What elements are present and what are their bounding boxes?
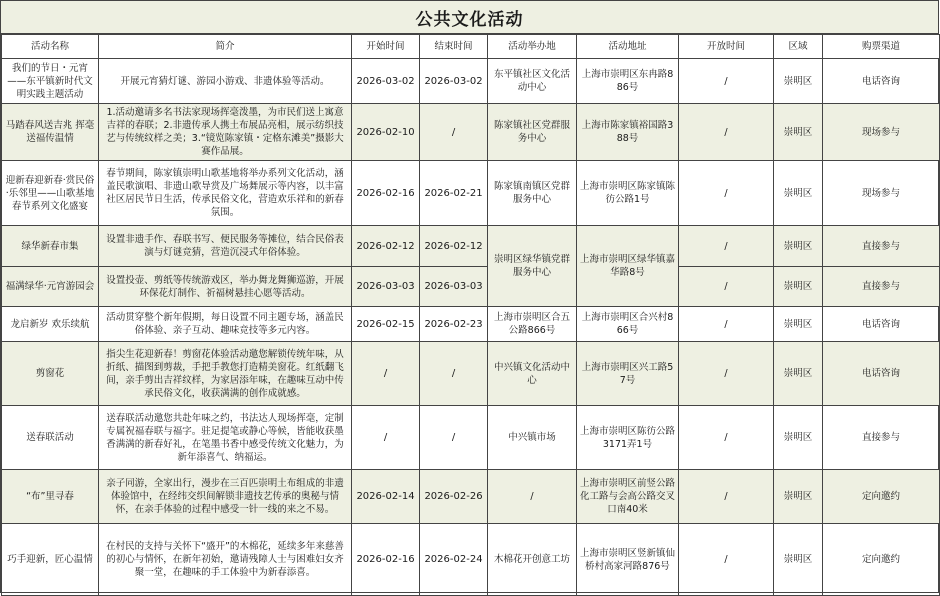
cell-address[interactable]: 上海市崇明区陈彷公路3171弄1号 bbox=[577, 406, 679, 470]
cell-district[interactable]: 崇明区 bbox=[774, 226, 823, 267]
cell-address[interactable]: 上海市崇明区前竖公路化工路与会高公路交叉口南40米 bbox=[577, 470, 679, 524]
table-row bbox=[2, 104, 940, 161]
cell-open[interactable]: / bbox=[679, 161, 774, 226]
cell-start[interactable]: 2026-03-02 bbox=[352, 59, 420, 104]
table-row bbox=[2, 226, 940, 267]
cell-start[interactable]: 2026-02-16 bbox=[352, 524, 420, 596]
cell-district[interactable]: 崇明区 bbox=[774, 267, 823, 307]
cell-intro[interactable]: 活动贯穿整个新年假期，每日设置不同主题专场，涵盖民俗体验、亲子互动、趣味竞技等多元内容。 bbox=[99, 307, 352, 342]
page-title: 公共文化活动 bbox=[415, 9, 524, 30]
header-row bbox=[2, 35, 940, 59]
cell-start[interactable]: 2026-02-10 bbox=[352, 104, 420, 161]
cell-name[interactable]: 剪窗花 bbox=[2, 342, 99, 406]
cell-address-merged[interactable]: 上海市崇明区绿华镇嘉华路8号 bbox=[577, 226, 679, 307]
cell-open[interactable]: / bbox=[679, 524, 774, 596]
cell-open[interactable]: / bbox=[679, 226, 774, 267]
cell-district[interactable]: 崇明区 bbox=[774, 59, 823, 104]
cell-intro[interactable]: 亲子同游，全家出行，漫步在三百匹崇明土布组成的非遗体验馆中，在经纬交织间解锁非遗技艺传承的奥秘与情怀，在亲手体验的过程中感受一针一线的来之不易。 bbox=[99, 470, 352, 524]
cell-open[interactable]: / bbox=[679, 267, 774, 307]
cell-venue[interactable]: 陈家镇社区党群服务中心 bbox=[488, 104, 577, 161]
table-row bbox=[2, 406, 940, 470]
cell-intro[interactable]: 春节期间，陈家镇崇明山歌基地将举办系列文化活动，涵盖民歌演唱、非遗山歌导赏及广场舞展示等内容，以丰富社区居民节日生活，传承民俗文化，营造欢乐祥和的新春氛围。 bbox=[99, 161, 352, 226]
table-row bbox=[2, 342, 940, 406]
title-bar bbox=[1, 1, 938, 34]
cell-district[interactable]: 崇明区 bbox=[774, 104, 823, 161]
cell-district[interactable]: 崇明区 bbox=[774, 406, 823, 470]
cell-address[interactable]: 上海市崇明区陈家镇陈彷公路1号 bbox=[577, 161, 679, 226]
col-header-start: 开始时间 bbox=[352, 35, 420, 59]
cell-name[interactable]: 送春联活动 bbox=[2, 406, 99, 470]
cell-district[interactable]: 崇明区 bbox=[774, 161, 823, 226]
cell-name[interactable]: “布”里寻春 bbox=[2, 470, 99, 524]
cell-name[interactable]: 巧手迎新，匠心温情 bbox=[2, 524, 99, 596]
cell-name[interactable]: 我们的节日・元宵——东平镇新时代文明实践主题活动 bbox=[2, 59, 99, 104]
cell-district[interactable]: 崇明区 bbox=[774, 524, 823, 596]
cell-start[interactable]: 2026-02-16 bbox=[352, 161, 420, 226]
cell-open[interactable]: / bbox=[679, 470, 774, 524]
cell-open[interactable]: / bbox=[679, 104, 774, 161]
col-header-intro: 简介 bbox=[99, 35, 352, 59]
cell-start[interactable]: 2026-02-15 bbox=[352, 307, 420, 342]
table-row bbox=[2, 307, 940, 342]
col-header-district: 区域 bbox=[774, 35, 823, 59]
activities-table bbox=[1, 34, 940, 596]
cell-venue[interactable]: 东平镇社区文化活动中心 bbox=[488, 59, 577, 104]
cell-ticket[interactable]: 现场参与 bbox=[823, 161, 940, 226]
cell-ticket[interactable]: 定向邀约 bbox=[823, 470, 940, 524]
cell-address[interactable]: 上海市崇明区兴工路57号 bbox=[577, 342, 679, 406]
table-row bbox=[2, 524, 940, 596]
cell-open[interactable]: / bbox=[679, 307, 774, 342]
cell-end[interactable]: 2026-02-21 bbox=[420, 161, 488, 226]
cell-name[interactable]: 马踏春风送吉兆 挥毫送福传温情 bbox=[2, 104, 99, 161]
cell-venue[interactable]: 陈家镇南镇区党群服务中心 bbox=[488, 161, 577, 226]
table-row bbox=[2, 470, 940, 524]
col-header-name: 活动名称 bbox=[2, 35, 99, 59]
cell-intro[interactable]: 设置投壶、剪纸等传统游戏区，举办舞龙舞狮巡游，开展环保花灯制作、祈福树悬挂心愿等活动。 bbox=[99, 267, 352, 307]
cell-end[interactable]: 2026-02-24 bbox=[420, 524, 488, 596]
cell-intro[interactable]: 开展元宵猜灯谜、游园小游戏、非遗体验等活动。 bbox=[99, 59, 352, 104]
cell-intro[interactable]: 送春联活动邀您共赴年味之约，书法达人现场挥毫，定制专属祝福春联与福字。驻足提笔或静心等候，皆能收获墨香满满的新春好礼，在笔墨书香中感受传统文化魅力，为新年添喜气、纳福运。 bbox=[99, 406, 352, 470]
cell-ticket[interactable]: 直接参与 bbox=[823, 267, 940, 307]
col-header-ticket: 购票渠道 bbox=[823, 35, 940, 59]
cell-ticket[interactable]: 直接参与 bbox=[823, 406, 940, 470]
cell-name[interactable]: 福满绿华·元宵游园会 bbox=[2, 267, 99, 307]
cell-ticket[interactable]: 现场参与 bbox=[823, 104, 940, 161]
cell-end[interactable]: 2026-02-12 bbox=[420, 226, 488, 267]
cell-address[interactable]: 上海市崇明区竖新镇仙桥村高家河路876号 bbox=[577, 524, 679, 596]
col-header-open: 开放时间 bbox=[679, 35, 774, 59]
cell-district[interactable]: 崇明区 bbox=[774, 342, 823, 406]
cell-ticket[interactable]: 电话咨询 bbox=[823, 307, 940, 342]
cell-end[interactable]: 2026-03-02 bbox=[420, 59, 488, 104]
table-row bbox=[2, 161, 940, 226]
cell-address[interactable]: 上海市陈家镇裕国路388号 bbox=[577, 104, 679, 161]
cell-venue[interactable]: 木棉花开创意工坊 bbox=[488, 524, 577, 596]
cell-open[interactable]: / bbox=[679, 59, 774, 104]
cell-ticket[interactable]: 定向邀约 bbox=[823, 524, 940, 596]
cell-end[interactable]: / bbox=[420, 406, 488, 470]
cell-venue[interactable]: / bbox=[488, 470, 577, 524]
cell-intro[interactable]: 1.活动邀请多名书法家现场挥毫泼墨，为市民们送上寓意吉祥的春联；2.非遗传承人携土布展品亮相，展示纺织技艺与传统纹样之美；3.“镜览陈家镇・定格东滩美”摄影大赛作品展。 bbox=[99, 104, 352, 161]
col-header-address: 活动地址 bbox=[577, 35, 679, 59]
cell-start[interactable]: 2026-02-14 bbox=[352, 470, 420, 524]
cell-district[interactable]: 崇明区 bbox=[774, 307, 823, 342]
col-header-venue: 活动举办地 bbox=[488, 35, 577, 59]
cell-end[interactable]: 2026-03-03 bbox=[420, 267, 488, 307]
cell-name[interactable]: 迎新春迎新春·赏民俗·乐邻里——山歌基地春节系列文化盛宴 bbox=[2, 161, 99, 226]
cell-ticket[interactable]: 直接参与 bbox=[823, 226, 940, 267]
table-row bbox=[2, 59, 940, 104]
cell-intro[interactable]: 指尖生花迎新春！剪窗花体验活动邀您解锁传统年味，从折纸、描图到剪裁，手把手教您打造精美窗花。红纸翻飞间，亲手剪出吉祥纹样，为家居添年味，在趣味互动中传承民俗文化，收获满满的创作成就感。 bbox=[99, 342, 352, 406]
cell-end[interactable]: / bbox=[420, 342, 488, 406]
cell-venue-merged[interactable]: 崇明区绿华镇党群服务中心 bbox=[488, 226, 577, 307]
col-header-end: 结束时间 bbox=[420, 35, 488, 59]
cell-start[interactable]: 2026-03-03 bbox=[352, 267, 420, 307]
cell-end[interactable]: 2026-02-23 bbox=[420, 307, 488, 342]
cell-venue[interactable]: 中兴镇文化活动中心 bbox=[488, 342, 577, 406]
cell-end[interactable]: / bbox=[420, 104, 488, 161]
cell-address[interactable]: 上海市崇明区合兴村866号 bbox=[577, 307, 679, 342]
cell-start[interactable]: 2026-02-12 bbox=[352, 226, 420, 267]
cell-open[interactable]: / bbox=[679, 342, 774, 406]
cell-intro[interactable]: 在村民的支持与关怀下“盛开”的木棉花，延续多年来慈善的初心与情怀，在新年初始，邀请残障人士与困难妇女齐聚一堂，在趣味的手工体验中为新春添喜。 bbox=[99, 524, 352, 596]
cell-venue[interactable]: 中兴镇市场 bbox=[488, 406, 577, 470]
cell-district[interactable]: 崇明区 bbox=[774, 470, 823, 524]
cell-start[interactable]: / bbox=[352, 406, 420, 470]
cell-open[interactable]: / bbox=[679, 406, 774, 470]
cell-address[interactable]: 上海市崇明区东冉路886号 bbox=[577, 59, 679, 104]
table-row bbox=[2, 267, 940, 307]
cell-ticket[interactable]: 电话咨询 bbox=[823, 59, 940, 104]
cell-venue[interactable]: 上海市崇明区合五公路866号 bbox=[488, 307, 577, 342]
cell-ticket[interactable]: 电话咨询 bbox=[823, 342, 940, 406]
cell-name[interactable]: 绿华新春市集 bbox=[2, 226, 99, 267]
cell-name[interactable]: 龙启新岁 欢乐续航 bbox=[2, 307, 99, 342]
cell-intro[interactable]: 设置非遗手作、春联书写、便民服务等摊位，结合民俗表演与灯谜竞猜，营造沉浸式年俗体验。 bbox=[99, 226, 352, 267]
cell-start[interactable]: / bbox=[352, 342, 420, 406]
cell-end[interactable]: 2026-02-26 bbox=[420, 470, 488, 524]
